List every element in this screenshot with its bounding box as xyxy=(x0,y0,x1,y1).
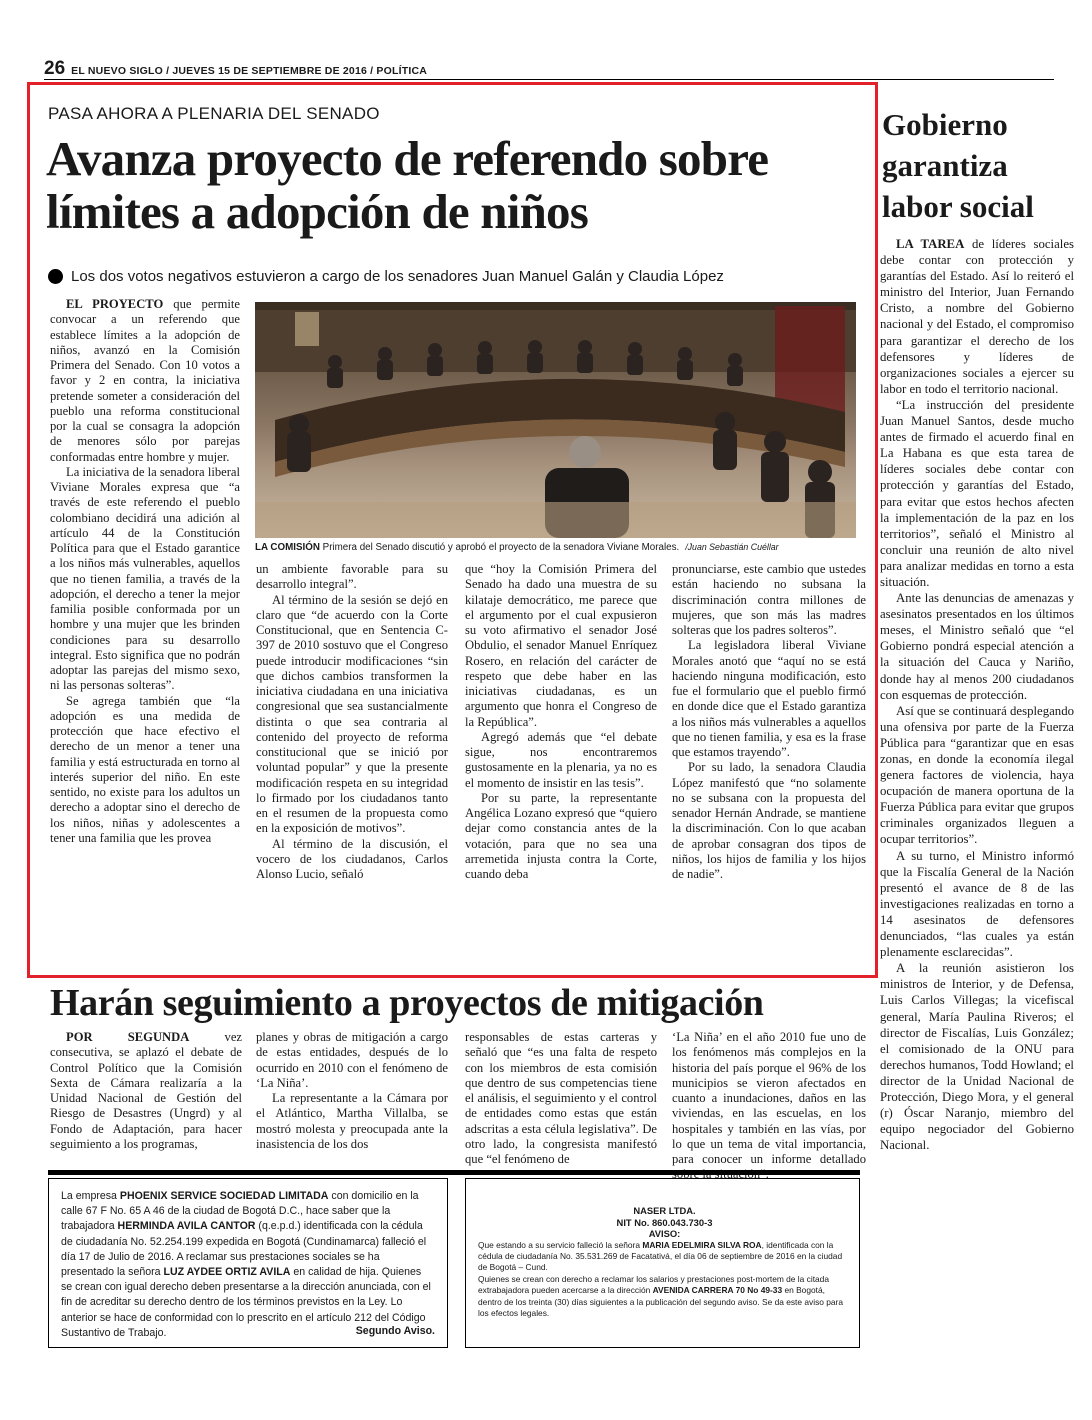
second-story-column-2 xyxy=(256,1030,448,1152)
notice-text: con domicilio en la calle 67 F No. 65 A 46 de la ciudad de Bogotá D.C., hace saber que la trabajadora xyxy=(61,1190,419,1233)
legal-notice-phoenix xyxy=(48,1178,448,1348)
bullet-icon xyxy=(48,269,63,284)
paragraph: ‘La Niña’ en el año 2010 fue uno de los fenómenos más complejos en la historia del país porque el 96% de los municipios se vieron afectados en cuanto a inundaciones, daños en las viviendas, en las escuelas, en los hospitales y también en las vías, por lo que un tema de vital importancia, para conocer un informe detallado xyxy=(672,1030,866,1166)
paragraph: “La instrucción del presidente Juan Manuel Santos, desde mucho antes de firmado el acuerdo final en La Habana es que esta tarea de líderes sociales debe contar con protección y garantías del Estado, para evitar que estos hechos afecten la implementación de la paz en los territorios”, señaló el Ministro al concluir una reunión de alto nivel para analizar medidas en torno a esta situación. xyxy=(880,397,1074,589)
notice-company: NASER LTDA. xyxy=(633,1205,696,1216)
masthead-line: EL NUEVO SIGLO / JUEVES 15 DE SEPTIEMBRE DE 2016 / POLÍTICA xyxy=(71,65,428,77)
paragraph: responsables de estas carteras y señaló que “es una falta de respeto con los miembros de esta comisión que dentro de sus competencias tiene el análisis, el seguimiento y el control de entidades como estas que están adscritas a esta célula legislativa”. De otro lado, la congresista manifestó que “el fenómeno de xyxy=(465,1030,657,1166)
paragraph: Ante las denuncias de amenazas y asesinatos presentados en los últimos meses, el Ministro señaló que “el Gobierno pondrá especial atención a la situación del Cauca y Nariño, donde hay al menos 200 ciudadanos con esquemas de protección. xyxy=(880,591,1074,702)
notice-signature: Segundo Aviso. xyxy=(355,1324,435,1337)
paragraph: planes y obras de mitigación a cargo de estas entidades, después de lo ocurrido en 2010 con el fenómeno de ‘La Niña’. xyxy=(256,1030,448,1090)
paragraph: que “hoy la Comisión Primera del Senado ha dado una muestra de su kilataje democrático, me parece que el argumento por el cual expusieron su voto afirmativo el senador José Obdulio, el senador Manuel Enríquez Rosero, en relación del carácter de respeto que debe haber en las iniciativas ciudadanas, es un argumento que honra el Congreso de la República”. xyxy=(465,562,657,729)
side-headline: Gobierno garantiza labor social xyxy=(882,107,1034,224)
notice-body xyxy=(61,1189,435,1341)
page-number: 26 xyxy=(44,58,66,79)
paragraph xyxy=(50,1030,242,1152)
second-story-column-4 xyxy=(672,1030,866,1183)
main-story-column-1 xyxy=(50,297,240,846)
paragraph: Al término de la sesión se dejó en claro que “de acuerdo con la Corte Constitucional, que en Sentencia C-397 de 2010 sostuvo que el Congreso puede introducir modificaciones “sin que dichos cambios transformen la iniciativa ciudadana en una iniciativa congresional que sea sustancialmente distinta o que sea contraria al contenido del proyecto de reforma constitucional que se inició por voluntad popular” y que la presente modificación respeta en su integridad lo firmado por los ciudadanos tanto en el resumen de la propuesta como en la exposición de motivos”. xyxy=(256,592,448,836)
notice-text: (q.e.p.d.) identificada con la cédula de ciudadanía No. 52.254.199 expedida en Bogotá (Cundinamarca) falleció el día 17 de Julio de 2016. A reclamar sus prestaciones sociales se ha presentado la señora xyxy=(61,1220,427,1279)
notice-text: La empresa xyxy=(61,1190,120,1202)
main-story-column-3 xyxy=(465,562,657,882)
notice-label: AVISO: xyxy=(648,1228,681,1239)
paragraph: Se agrega también que “la adopción es una medida de protección que hace efectivo el derecho de un menor a tener una familia y está estructurada en torno al interés superior del niño. En este sentido, no existe para los adultos un derecho a adoptar sino el derecho de los niños, niñas y adolescentes a tener una familia que les provea xyxy=(50,693,240,845)
notice-text: Que estando a su servicio falleció la señora xyxy=(478,1239,643,1250)
lead-cap: POR SEGUNDA xyxy=(66,1030,190,1044)
lead-text: de líderes sociales debe contar con protección y garantías del Estado. Así lo reiteró el ministro del Interior, Juan Fernando Cristo, a nombre del Gobierno nacional y del Estado, el compromiso para garantizar el derecho de los defensores y líderes de organizaciones sociales a ejercer su labor en todo el territorio nacional. xyxy=(880,237,1074,396)
second-story-column-1 xyxy=(50,1030,242,1152)
paragraph: un ambiente favorable para su desarrollo integral”. xyxy=(256,562,448,592)
main-story-column-4 xyxy=(672,562,866,882)
paragraph: Por su lado, la senadora Claudia López manifestó que “no solamente no se subsana con la propuesta del senador Hernán Andrade, se mantiene la discriminación. Con lo que acaban de aprobar consagran dos tipos de niños, los hijos de familia y los hijos de nadie”. xyxy=(672,760,866,881)
notice-text: , identificada con la cédula de ciudadanía No. 35.531.269 de Facatativá, el día 06 de septiembre de 2016 en la ciudad de Bogotá – Cund. xyxy=(478,1239,843,1273)
legal-notice-naser xyxy=(465,1178,860,1348)
notice-nit: NIT No. 860.043.730-3 xyxy=(616,1216,713,1228)
lead-text: que permite convocar a un referendo que establece límites a la adopción de niños, avanzó en la Comisión Primera del Senado. Con 10 votos a favor y 2 en contra, la iniciativa pretende someter a consideración del pueblo una reforma constitucional por la cual se consagra la adopción de menores sólo por parejas conformadas entre hombre y mujer. xyxy=(50,297,240,464)
photo-caption xyxy=(255,542,858,553)
caption-text: Primera del Senado discutió y aprobó el proyecto de la senadora Viviane Morales. xyxy=(319,542,680,553)
paragraph xyxy=(880,236,1074,397)
paragraph: La iniciativa de la senadora liberal Viviane Morales expresa que “a través de este referendo el pueblo colombiano decidirá una adición al artículo 44 de la Constitución Política para que el Estado garantice a los niños más vulnerables, aquellos que no tienen familia, a través de la adopción, el derecho a tener la mejor familia posible conformada por un hombre y una mujer que les brinden condiciones para su desarrollo integral. Esto significa que no podrán adoptar las parejas del mismo sexo, ni las personas solteras”. xyxy=(50,464,240,693)
notice-body xyxy=(478,1240,851,1274)
lead-cap: EL PROYECTO xyxy=(66,297,164,311)
committee-photo xyxy=(255,302,856,538)
story-deck xyxy=(48,268,868,285)
lead-text: vez consecutiva, se aplazó el debate de Control Político que la Comisión Sexta de Cámara realizaría a la Unidad Nacional de Gestión del Riesgo de Desastres (Ungrd) y al Fondo de Adaptación, para hacer seguimiento a los programas, xyxy=(50,1030,242,1151)
section-rule xyxy=(48,1170,860,1175)
photo-illustration xyxy=(255,302,856,538)
paragraph: A la reunión asistieron los ministros de Interior, y de Defensa, Luis Carlos Villegas; la vicefiscal general, María Paulina Riveros; el director de Fiscalías, Luis González; el comisionado de la ONU para derechos humanos, Todd Howland; el director de la Unidad Nacional de Protección, Diego Mora, y el general (r) Óscar Naranjo, miembro del equipo negociador del Gobierno Nacional. xyxy=(880,961,1074,1153)
notice-text: en Bogotá, dentro de los treinta (30) días siguientes a la publicación del segundo aviso. Se da este aviso para los efectos legales. xyxy=(478,1285,844,1318)
page-folio xyxy=(44,58,1054,80)
paragraph: La legisladora liberal Viviane Morales anotó que “aquí no se está haciendo ninguna modificación, esto fue el formulario que el pueblo firmó en donde dice que el Estado garantiza a los niños más vulnerables a aquellos que no tienen familia, y esa es la frase que estamos trayendo”. xyxy=(672,638,866,759)
paragraph: pronunciarse, este cambio que ustedes están haciendo no subsana la discriminación contra millones de mujeres, que son más las madres solteras que los padres solteros”. xyxy=(672,562,866,637)
side-story-column xyxy=(880,236,1074,1153)
second-headline: Harán seguimiento a proyectos de mitigación xyxy=(50,982,764,1024)
notice-worker: HERMINDA AVILA CANTOR xyxy=(117,1220,256,1233)
notice-claimant: LUZ AYDEE ORTIZ AVILA xyxy=(163,1266,291,1279)
caption-label: LA COMISIÓN xyxy=(255,542,320,553)
notice-address: AVENIDA CARRERA 70 No 49-33 xyxy=(652,1285,783,1296)
paragraph: A su turno, el Ministro informó que la Fiscalía General de la Nación presentó el avance de 8 de las investigaciones realizadas en torno a 14 asesinatos de defensores denunciados, “las cuales ya están plenamente esclarecidas”. xyxy=(880,848,1074,960)
paragraph: Al término de la discusión, el vocero de los ciudadanos, Carlos Alonso Lucio, señaló xyxy=(256,836,448,881)
notice-text: en calidad de hija. Quienes se crean con igual derecho deben presentarse a la dirección anunciada, con el fin de acreditar su derecho dentro de los términos previstos en la Ley. Lo anterior se hace de conformidad con lo prescrito en el artículo 212 del Código Sustantivo de Trabajo. xyxy=(61,1266,431,1339)
notice-text: Quienes se crean con derecho a reclamar los salarios y prestaciones post-mortem de la citada extrabajadora pueden acercarse a la dirección xyxy=(478,1273,829,1296)
paragraph: La representante a la Cámara por el Atlántico, Martha Villalba, se mostró molesta y preocupada ante la inasistencia de los dos xyxy=(256,1091,448,1151)
paragraph: Agregó además que “el debate sigue, nos encontraremos gustosamente en la plenaria, ya no es el momento de insistir en las tesis”. xyxy=(465,729,657,790)
photo-credit: /Juan Sebastián Cuéllar xyxy=(685,542,779,552)
notice-company: PHOENIX SERVICE SOCIEDAD LIMITADA xyxy=(119,1190,329,1202)
deck-text: Los dos votos negativos estuvieron a cargo de los senadores Juan Manuel Galán y Claudia López xyxy=(71,268,724,285)
story-kicker: PASA AHORA A PLENARIA DEL SENADO xyxy=(48,104,380,123)
main-story-column-2 xyxy=(256,562,448,882)
paragraph: Así que se continuará desplegando una ofensiva por parte de la Fuerza Pública para “garantizar que en esas zonas, en donde la economía ilegal genera factores de violencia, haya ocupación de manera oportuna de la Fuerza Pública para evitar que grupos criminales organizados lleguen a ocupar territorios”. xyxy=(880,703,1074,847)
paragraph: Por su parte, la representante Angélica Lozano expresó que “quiero dejar como constancia antes de la votación, para que no sea una arremetida injusta contra la Corte, cuando deba xyxy=(465,790,657,881)
second-story-column-3 xyxy=(465,1030,657,1167)
main-headline: Avanza proyecto de referendo sobre límites a adopción de niños xyxy=(46,131,769,239)
lead-cap: LA TAREA xyxy=(896,237,965,251)
notice-body xyxy=(478,1274,851,1320)
paragraph xyxy=(50,297,240,465)
notice-name: MARIA EDELMIRA SILVA ROA xyxy=(642,1239,762,1250)
